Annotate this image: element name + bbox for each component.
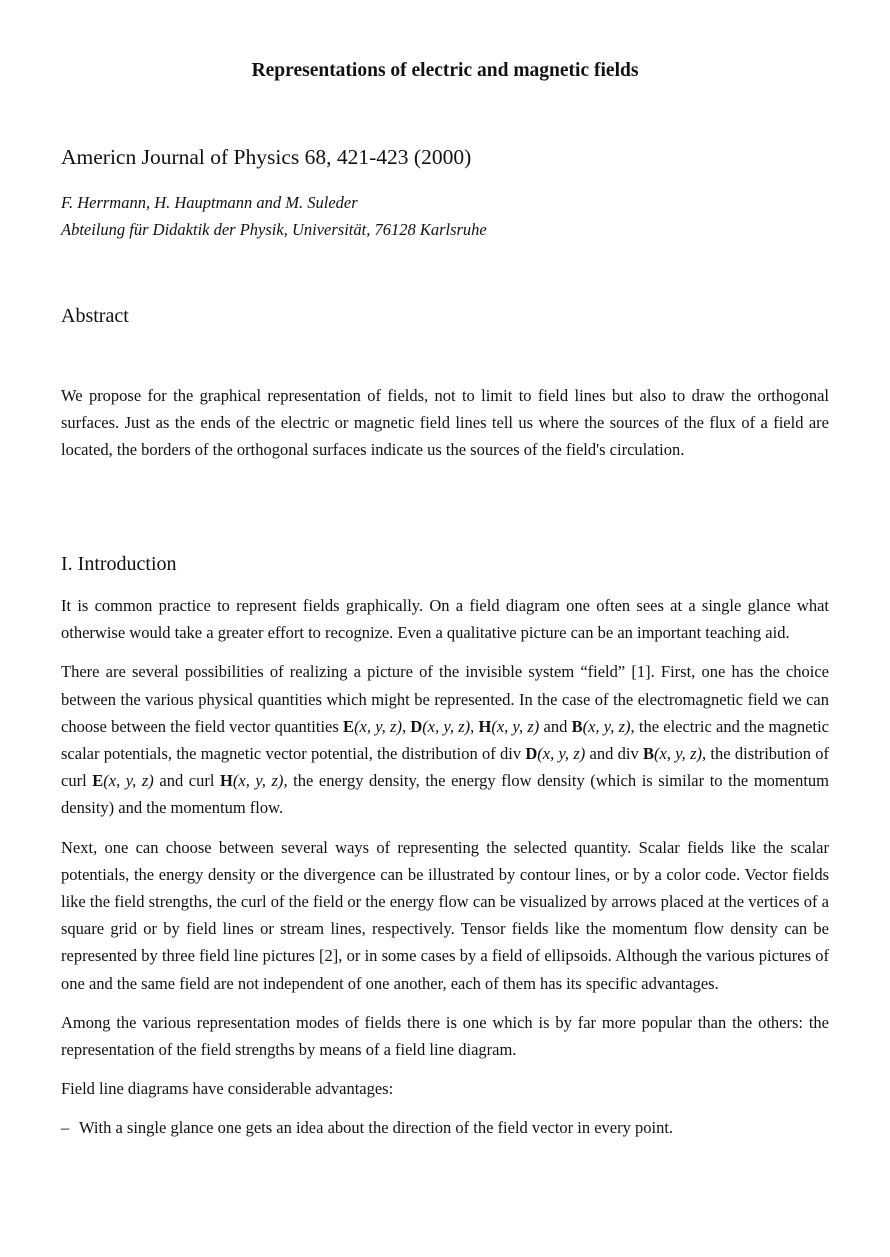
p2-text-6: , the energy density, the energy flow density (which is similar to the momentum density) and the momentum flow. <box>61 771 829 818</box>
p2-text-4: , the distribution of curl <box>61 744 829 791</box>
symbol-B: B <box>571 716 583 736</box>
symbol-E: E <box>92 771 104 791</box>
paragraph-2 <box>61 658 829 821</box>
list-item <box>61 1114 829 1141</box>
symbol-D: D <box>525 744 538 764</box>
args: (x, y, z) <box>537 744 586 764</box>
symbol-D: D <box>410 716 423 736</box>
journal-citation: Americn Journal of Physics 68, 421-423 (2000) <box>61 145 472 169</box>
list-dash: – <box>61 1118 70 1138</box>
args: (x, y, z) <box>491 716 540 736</box>
p2-text-1: There are several possibilities of realizing a picture of the invisible system “field” [1]. First, one has the choice between the various physical quantities which might be represented. In the case of the electromagnetic field we can choose between the field vector quantities <box>61 662 829 736</box>
intro-body <box>61 592 829 1142</box>
symbol-E: E <box>343 716 355 736</box>
and-word: and <box>539 716 572 736</box>
args: (x, y, z) <box>232 771 284 791</box>
paragraph-5: Field line diagrams have considerable advantages: <box>61 1079 394 1099</box>
paragraph-4: Among the various representation modes of fields there is one which is by far more popular than the others: the representation of the field strengths by means of a field line diagram. <box>61 1012 829 1060</box>
args: (x, y, z) <box>422 716 471 736</box>
author-list: F. Herrmann, H. Hauptmann and M. Suleder <box>61 193 358 212</box>
abstract-heading: Abstract <box>61 305 129 327</box>
p2-text-2: , the electric and the magnetic scalar potentials, the magnetic vector potential, the distribution of div <box>61 716 829 764</box>
paragraph-1: It is common practice to represent fields graphically. On a field diagram one often sees at a single glance what otherwise would take a greater effort to recognize. Even a qualitative picture can be an important teaching aid. <box>61 596 829 643</box>
symbol-B: B <box>643 744 655 764</box>
paper-title: Representations of electric and magnetic fields <box>251 60 639 81</box>
p2-text-5: and curl <box>153 771 221 791</box>
args: (x, y, z) <box>354 716 402 736</box>
args: (x, y, z) <box>654 744 703 764</box>
symbol-H: H <box>220 771 233 791</box>
symbol-H: H <box>478 716 492 736</box>
args: (x, y, z) <box>103 771 154 791</box>
comma: , <box>470 716 479 736</box>
args: (x, y, z) <box>582 716 631 736</box>
comma: , <box>401 716 411 736</box>
p2-text-3: and div <box>585 744 644 764</box>
intro-heading: I. Introduction <box>61 553 177 575</box>
abstract-text: We propose for the graphical representation of fields, not to limit to field lines but also to draw the orthogonal surfaces. Just as the ends of the electric or magnetic field lines tell us where the sources of the flux of a field are located, the borders of the orthogonal surfaces indicate us the sources of the field's circulation. <box>61 386 829 460</box>
affiliation: Abteilung für Didaktik der Physik, Universität, 76128 Karlsruhe <box>61 220 487 239</box>
list-item-text: With a single glance one gets an idea about the direction of the field vector in every point. <box>79 1118 674 1138</box>
paragraph-3: Next, one can choose between several ways of representing the selected quantity. Scalar fields like the scalar potentials, the energy density or the divergence can be illustrated by contour lines, or by a color code. Vector fields like the field strengths, the curl of the field or the energy flow can be visualized by arrows placed at the vertices of a square grid or by field lines or stream lines, respectively. Tensor fields like the momentum flow density can be represented by three field line pictures [2], or in some cases by a field of ellipsoids. Although the various pictures of one and the same field are not independent of one another, each of them has its specific advantages. <box>61 837 829 993</box>
